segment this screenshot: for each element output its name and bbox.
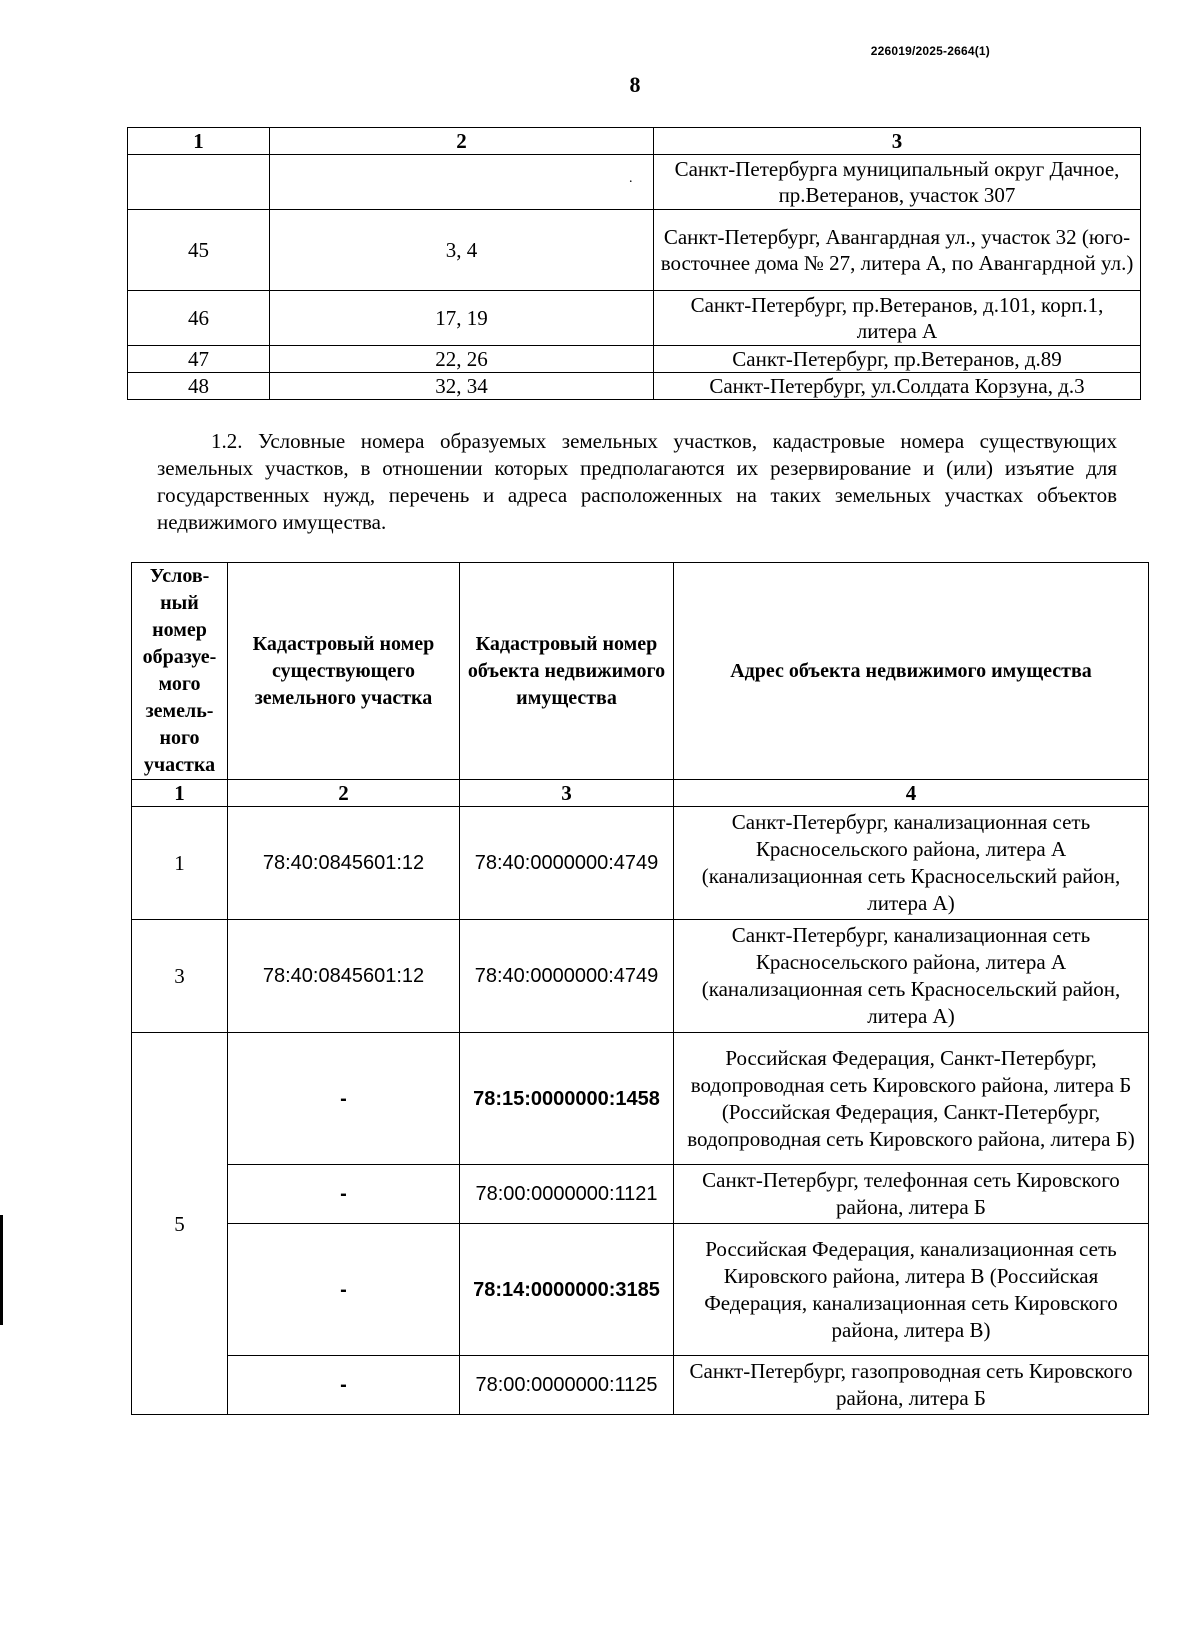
table-row [128, 373, 1141, 400]
header-plot-number: Услов-ный номер образуе-мого земель-ного участка [132, 563, 228, 780]
plot-number: 3 [132, 920, 228, 1033]
column-number-1: 1 [128, 128, 270, 155]
addresses-table [127, 127, 1141, 400]
object-cadastral-number: 78:40:0000000:4749 [460, 807, 674, 920]
table-row [128, 346, 1141, 373]
paragraph-text: 1.2. Условные номера образуемых земельных участков, кадастровые номера существующих земельных участков, в отношении которых предполагаются их резервирование и (или) изъятие для государственных нужд, перечень и адреса расположенных на таких земельных участках объектов недвижимого имущества. [157, 429, 1117, 534]
table-row [128, 155, 1141, 210]
object-cadastral-number: 78:40:0000000:4749 [460, 920, 674, 1033]
row-lots: 32, 34 [270, 373, 654, 400]
object-cadastral-number: 78:14:0000000:3185 [460, 1224, 674, 1356]
row-lots [270, 155, 654, 210]
header-object-address: Адрес объекта недвижимого имущества [674, 563, 1149, 780]
cadastral-header-row [132, 563, 1149, 780]
column-number-2: 2 [228, 780, 460, 807]
table-row [132, 1033, 1149, 1165]
row-address: Санкт-Петербург, пр.Ветеранов, д.101, корп.1, литера А [654, 291, 1141, 346]
row-number: 45 [128, 210, 270, 291]
row-number: 46 [128, 291, 270, 346]
plot-number: 5 [132, 1033, 228, 1415]
land-cadastral-number: - [228, 1224, 460, 1356]
table-row [132, 920, 1149, 1033]
object-address: Российская Федерация, канализационная сеть Кировского района, литера В (Российская Федерация, канализационная сеть Кировского района, литера В) [674, 1224, 1149, 1356]
row-lots: 22, 26 [270, 346, 654, 373]
land-cadastral-number: 78:40:0845601:12 [228, 920, 460, 1033]
row-lots: 17, 19 [270, 291, 654, 346]
land-cadastral-number: - [228, 1033, 460, 1165]
row-address: Санкт-Петербург, Авангардная ул., участок 32 (юго-восточнее дома № 27, литера А, по Авангардной ул.) [654, 210, 1141, 291]
table-row [132, 1356, 1149, 1415]
row-lots: 3, 4 [270, 210, 654, 291]
row-address: Санкт-Петербург, пр.Ветеранов, д.89 [654, 346, 1141, 373]
object-address: Российская Федерация, Санкт-Петербург, водопроводная сеть Кировского района, литера Б (Российская Федерация, Санкт-Петербург, водопроводная сеть Кировского района, литера Б) [674, 1033, 1149, 1165]
page-number: 8 [629, 72, 641, 97]
table-row [132, 1224, 1149, 1356]
object-address: Санкт-Петербург, телефонная сеть Кировского района, литера Б [674, 1165, 1149, 1224]
cadastral-table [131, 562, 1149, 1415]
object-address: Санкт-Петербург, канализационная сеть Красносельского района, литера А (канализационная сеть Красносельский район, литера А) [674, 920, 1149, 1033]
column-number-3: 3 [654, 128, 1141, 155]
table-header-row [128, 128, 1141, 155]
object-cadastral-number: 78:00:0000000:1121 [460, 1165, 674, 1224]
stray-dot: . [629, 171, 633, 186]
table-row [132, 807, 1149, 920]
scan-edge-mark [0, 1215, 3, 1325]
land-cadastral-number: - [228, 1356, 460, 1415]
row-number [128, 155, 270, 210]
section-paragraph [157, 428, 1117, 536]
row-address: Санкт-Петербург, ул.Солдата Корзуна, д.3 [654, 373, 1141, 400]
object-address: Санкт-Петербург, газопроводная сеть Кировского района, литера Б [674, 1356, 1149, 1415]
plot-number: 1 [132, 807, 228, 920]
document-id: 226019/2025-2664(1) [870, 44, 990, 58]
column-number-4: 4 [674, 780, 1149, 807]
header-land-cadastral: Кадастровый номер существующего земельного участка [228, 563, 460, 780]
column-numbers-row [132, 780, 1149, 807]
object-cadastral-number: 78:00:0000000:1125 [460, 1356, 674, 1415]
header-object-cadastral: Кадастровый номер объекта недвижимого имущества [460, 563, 674, 780]
row-number: 47 [128, 346, 270, 373]
object-cadastral-number: 78:15:0000000:1458 [460, 1033, 674, 1165]
column-number-2: 2 [270, 128, 654, 155]
object-address: Санкт-Петербург, канализационная сеть Красносельского района, литера А (канализационная сеть Красносельский район, литера А) [674, 807, 1149, 920]
row-address: Санкт-Петербурга муниципальный округ Дачное, пр.Ветеранов, участок 307 [654, 155, 1141, 210]
land-cadastral-number: 78:40:0845601:12 [228, 807, 460, 920]
row-number: 48 [128, 373, 270, 400]
table-row [132, 1165, 1149, 1224]
column-number-3: 3 [460, 780, 674, 807]
column-number-1: 1 [132, 780, 228, 807]
table-row [128, 291, 1141, 346]
table-row [128, 210, 1141, 291]
land-cadastral-number: - [228, 1165, 460, 1224]
